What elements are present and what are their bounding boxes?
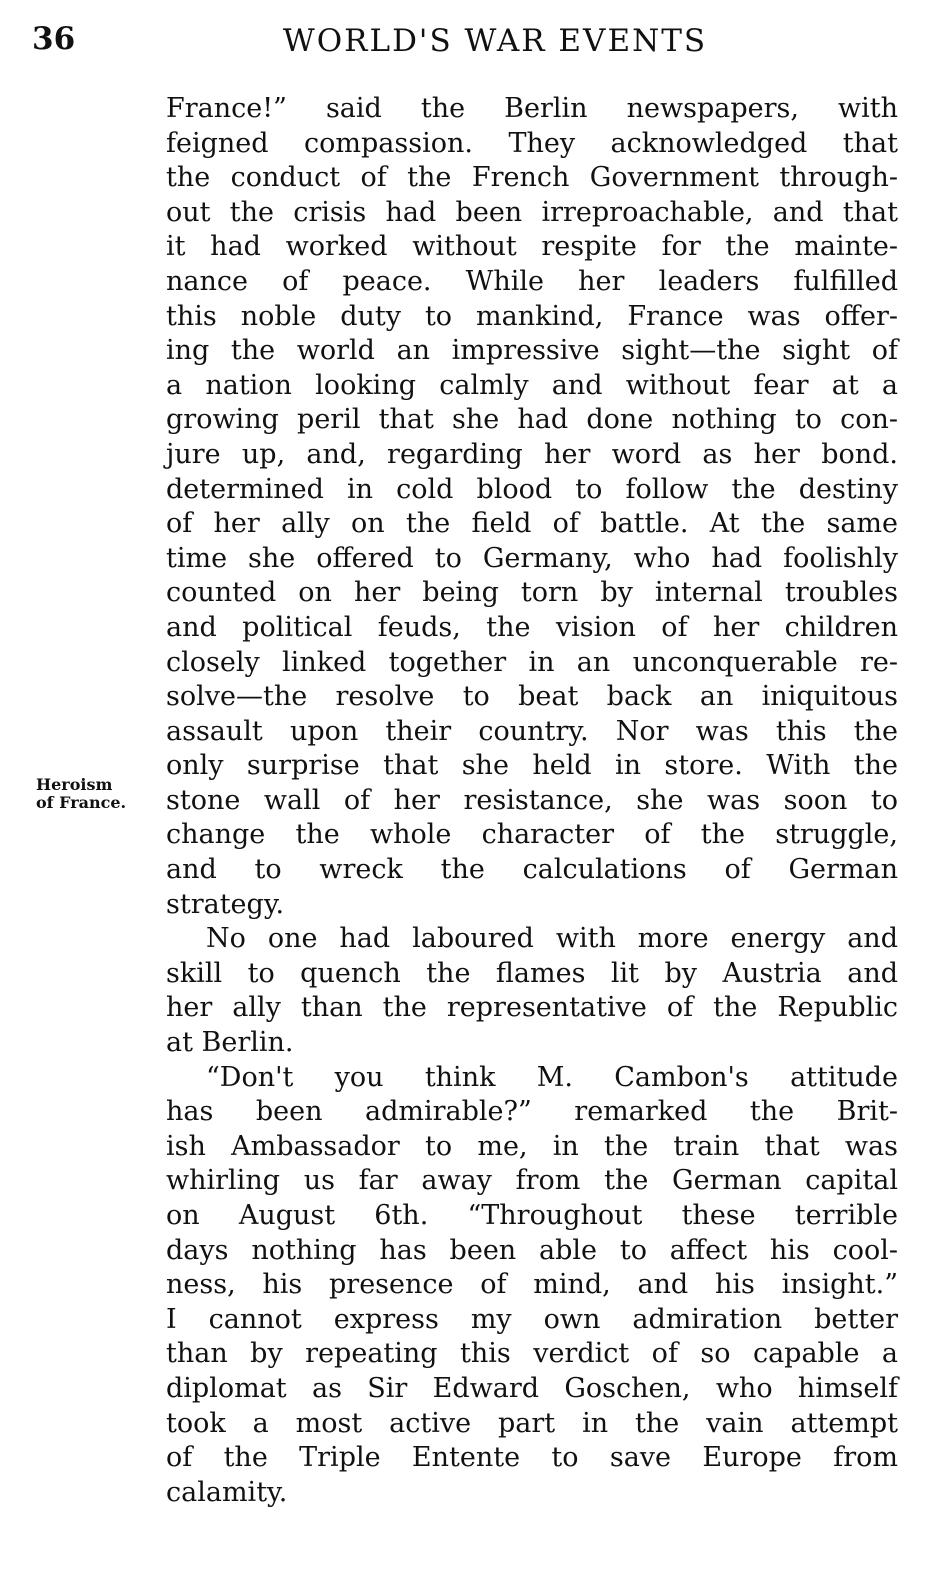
text-line: I cannot express my own admiration better [166,1303,898,1335]
text-line: took a most active part in the vain attempt [166,1407,898,1439]
text-line: France!” said the Berlin newspapers, with [166,93,898,124]
text-line: calamity. [166,1476,288,1508]
text-line: stone wall of her resistance, she was soon to [166,784,898,816]
text-line: and to wreck the calculations of German [166,854,898,886]
text-line: ness, his presence of mind, and his insight.” [166,1269,898,1301]
marginal-note-line: Heroism [36,775,113,794]
text-line: closely linked together in an unconquerable re- [166,646,898,678]
text-line: “Don't you think M. Cambon's attitude [206,1061,898,1093]
text-line: of the Triple Entente to save Europe from [166,1442,898,1474]
text-line: feigned compassion. They acknowledged that [166,127,898,159]
text-line: whirling us far away from the German capital [166,1165,898,1197]
text-line: her ally than the representative of the Republic [166,992,898,1024]
text-line: days nothing has been able to affect his cool- [166,1234,898,1266]
text-line: than by repeating this verdict of so capable a [166,1338,898,1370]
text-line: it had worked without respite for the mainte- [166,231,898,263]
text-line: growing peril that she had done nothing to con- [166,404,898,436]
text-line: skill to quench the flames lit by Austria and [166,957,898,989]
paragraph [166,92,898,922]
text-line: counted on her being torn by internal troubles [166,577,898,609]
text-line: solve—the resolve to beat back an iniquitous [166,681,898,713]
text-line: a nation looking calmly and without fear at a [166,369,898,401]
text-line: only surprise that she held in store. With the [166,750,898,782]
text-line: this noble duty to mankind, France was offer- [166,300,898,332]
running-head: WORLD'S WAR EVENTS [282,23,708,59]
text-line: determined in cold blood to follow the destiny [166,473,898,505]
paragraph [166,922,898,1060]
marginal-note-line: of France. [36,793,127,812]
text-line: ing the world an impressive sight—the sight of [166,335,898,367]
text-line: of her ally on the field of battle. At the same [166,508,898,540]
text-line: out the crisis had been irreproachable, and that [166,196,898,228]
page-number: 36 [32,21,76,57]
text-line: on August 6th. “Throughout these terrible [166,1200,898,1231]
text-line: diplomat as Sir Edward Goschen, who himself [166,1372,898,1404]
body-text [166,92,898,1510]
text-line: ish Ambassador to me, in the train that was [166,1130,898,1162]
text-line: the conduct of the French Government through- [166,162,898,194]
paragraph [166,1061,898,1511]
text-line: strategy. [166,888,285,920]
marginal-note [36,776,166,812]
text-line: No one had laboured with more energy and [206,923,898,955]
text-line: and political feuds, the vision of her children [166,611,898,643]
text-line: nance of peace. While her leaders fulfilled [166,265,898,297]
text-line: assault upon their country. Nor was this the [166,715,898,747]
text-line: change the whole character of the struggle, [166,819,898,851]
text-line: jure up, and, regarding her word as her bond. [166,438,898,470]
text-line: time she offered to Germany, who had foolishly [166,542,898,574]
text-line: at Berlin. [166,1027,294,1059]
text-line: has been admirable?” remarked the Brit- [166,1096,898,1128]
